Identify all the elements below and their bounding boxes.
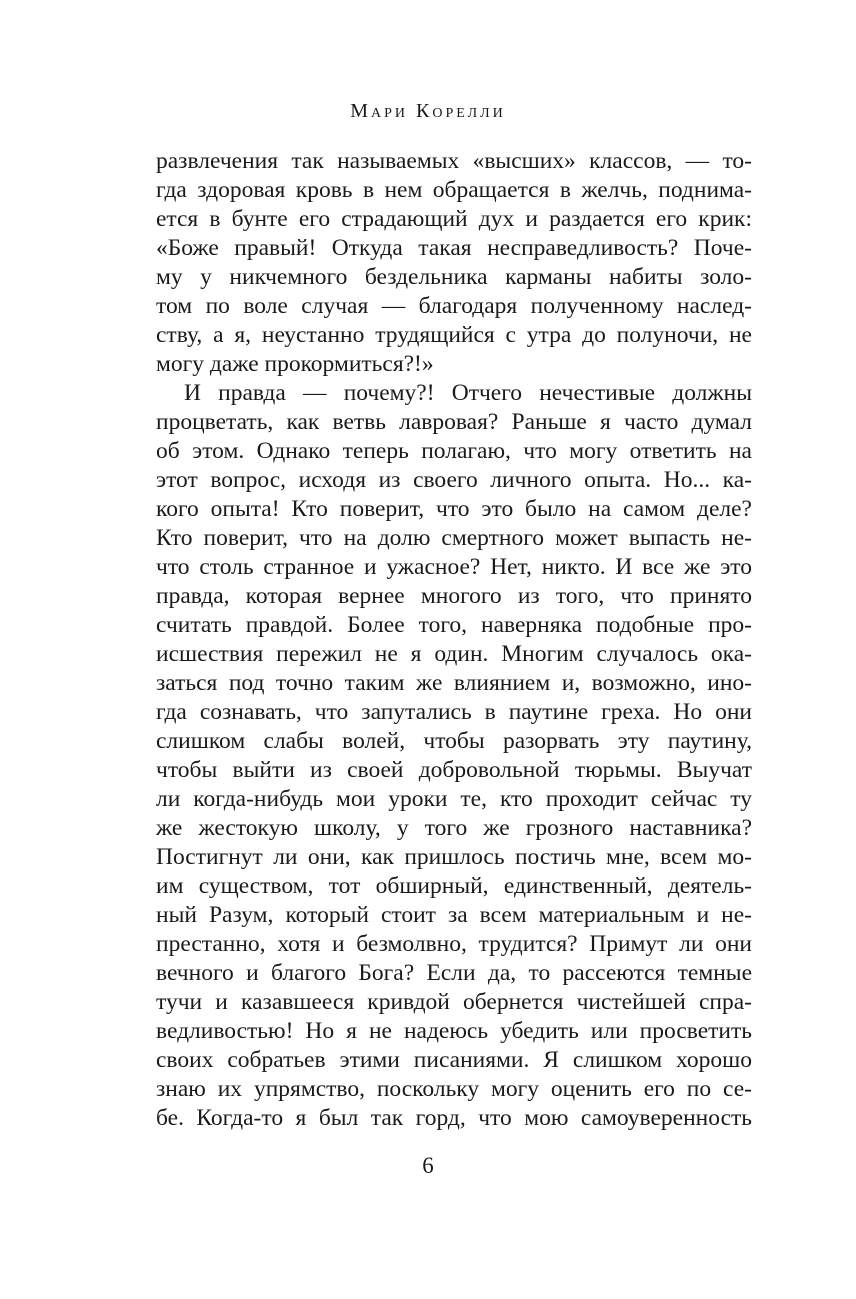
text-line: считать правдой. Более того, наверняка подобные про- <box>156 612 752 638</box>
text-line: своих собратьев этими писаниями. Я слишком хорошо <box>156 1047 752 1073</box>
text-line: ется в бунте его страдающий дух и раздается его крик: <box>156 206 752 232</box>
text-line: том по воле случая — благодаря полученному наслед- <box>156 293 752 319</box>
text-line: ству, а я, неустанно трудящийся с утра до полуночи, не <box>156 322 752 348</box>
text-line: заться под точно таким же влиянием и, возможно, ино- <box>156 670 752 696</box>
text-line: му у никчемного бездельника карманы набиты золо- <box>156 264 752 290</box>
text-line: развлечения так называемых «высших» классов, — то- <box>156 148 752 174</box>
text-line: кого опыта! Кто поверит, что это было на самом деле? <box>156 496 752 522</box>
text-line: об этом. Однако теперь полагаю, что могу ответить на <box>156 438 752 464</box>
body-text <box>156 144 752 1144</box>
text-line: процветать, как ветвь лавровая? Раньше я часто думал <box>156 409 752 435</box>
text-line-paragraph-start: И правда — почему?! Отчего нечестивые должны <box>184 380 752 406</box>
text-line: Кто поверит, что на долю смертного может выпасть не- <box>156 525 752 551</box>
text-line: ный Разум, который стоит за всем материальным и не- <box>156 902 752 928</box>
text-line: ведливостью! Но я не надеюсь убедить или просветить <box>156 1018 752 1044</box>
text-line: «Боже правый! Откуда такая несправедливость? Поче- <box>156 235 752 261</box>
text-line: вечного и благого Бога? Если да, то рассеются темные <box>156 960 752 986</box>
text-line: знаю их упрямство, поскольку могу оценить его по се- <box>156 1076 752 1102</box>
text-line: исшествия пережил не я один. Многим случалось ока- <box>156 641 752 667</box>
text-line: чтобы выйти из своей добровольной тюрьмы. Выучат <box>156 757 752 783</box>
running-head-author: Мари Корелли <box>350 100 506 122</box>
text-line-paragraph-end: могу даже прокормиться?!» <box>156 351 434 377</box>
text-line: им существом, тот обширный, единственный, деятель- <box>156 873 752 899</box>
text-line: гда здоровая кровь в нем обращается в желчь, поднима- <box>156 177 752 203</box>
text-line: же жестокую школу, у того же грозного наставника? <box>156 815 752 841</box>
text-line: ли когда-нибудь мои уроки те, кто проходит сейчас ту <box>156 786 752 812</box>
text-line: этот вопрос, исходя из своего личного опыта. Но... ка- <box>156 467 752 493</box>
text-line: Постигнут ли они, как пришлось постичь мне, всем мо- <box>156 844 752 870</box>
text-line: престанно, хотя и безмолвно, трудится? Примут ли они <box>156 931 752 957</box>
text-line: бе. Когда-то я был так горд, что мою самоуверенность <box>156 1105 752 1131</box>
text-line: тучи и казавшееся кривдой обернется чистейшей спра- <box>156 989 752 1015</box>
page-number: 6 <box>422 1153 434 1178</box>
text-line: гда сознавать, что запутались в паутине греха. Но они <box>156 699 752 725</box>
text-line: что столь странное и ужасное? Нет, никто. И все же это <box>156 554 752 580</box>
text-line: слишком слабы волей, чтобы разорвать эту паутину, <box>156 728 752 754</box>
text-line: правда, которая вернее многого из того, что принято <box>156 583 752 609</box>
